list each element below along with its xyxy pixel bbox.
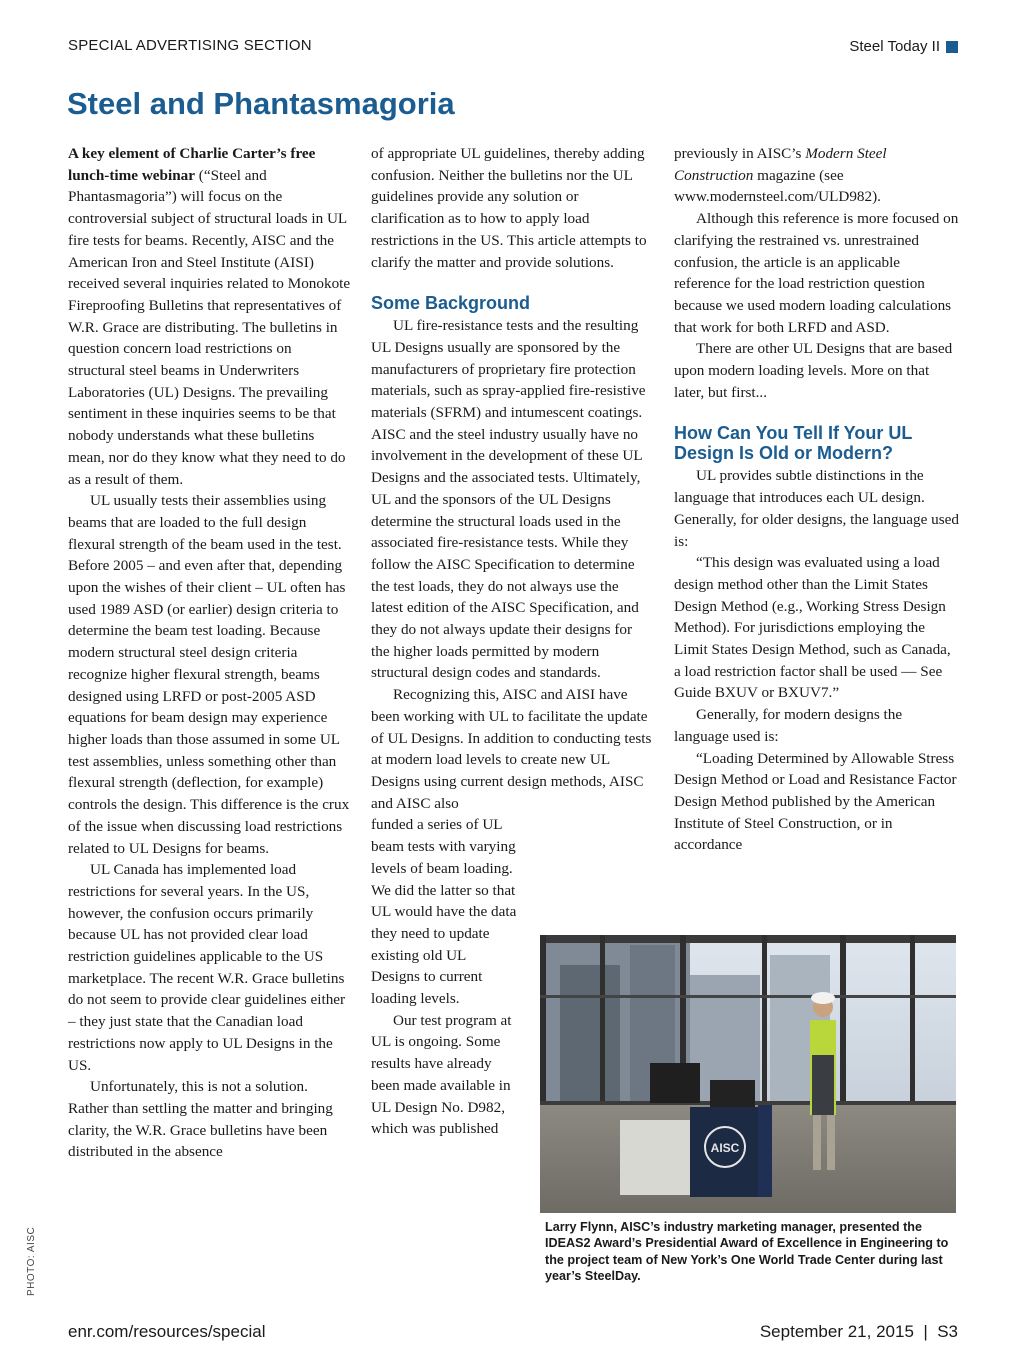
paragraph: There are other UL Designs that are based upon modern loading levels. More on that later, but first...: [674, 340, 953, 401]
paragraph: Recognizing this, AISC and AISI have been working with UL to facilitate the update of UL Designs. In addition to conducting tests at modern load levels to create new UL Designs using current design methods, AISC and AISC also: [371, 686, 652, 812]
photo-caption: Larry Flynn, AISC’s industry marketing manager, presented the IDEAS2 Award’s Presidential Award of Excellence in Engineering to the project team of New York’s One World Trade Center during last year’s SteelDay.: [545, 1220, 949, 1283]
publication-name: [849, 38, 958, 55]
section-label: SPECIAL ADVERTISING SECTION: [68, 37, 312, 54]
paragraph: funded a series of UL beam tests with varying levels of beam loading. We did the latter so that UL would have the data they need to update existing old UL Designs to current loading levels.: [371, 816, 517, 1008]
narrow-text: [371, 814, 517, 1140]
photo-credit: PHOTO: AISC: [26, 1226, 37, 1296]
text-span: magazine (see www.modernsteel.com/ULD982).: [674, 166, 881, 206]
footer-url: enr.com/resources/special: [68, 1322, 266, 1341]
lead-bold: A key element of Charlie Carter’s free lunch-time webinar: [68, 145, 316, 184]
paragraph: “Loading Determined by Allowable Stress Design Method or Load and Resistance Factor Design Method published by the American Institute of Steel Construction, or in accordance: [674, 749, 957, 854]
section-heading: How Can You Tell If Your UL Design Is Old or Modern?: [674, 423, 913, 464]
banner-logo-text: AISC: [710, 1141, 740, 1155]
text-span: previously in AISC’s: [674, 145, 806, 162]
blue-square-icon: [946, 41, 958, 53]
paragraph: Our test program at UL is ongoing. Some results have already been made available in UL Design No. D982, which was published: [371, 1011, 512, 1138]
paragraph: [674, 143, 959, 208]
column-1: [68, 143, 352, 1163]
section-heading: Some Background: [371, 293, 531, 314]
event-photo: [540, 935, 956, 1213]
paragraph: UL fire-resistance tests and the resulting UL Designs usually are sponsored by the manufacturers of proprietary fire protection materials, such as spray-applied fire-resistive materials (SFRM) and intumescent coatings. AISC and the steel industry usually have no involvement in the development of these UL Designs and the associated tests. Ultimately, UL and the sponsors of the UL Designs determine the structural loads used in the associated fire-resistance tests. While they follow the AISC Specification to determine the test loads, they do not always use the latest edition of the AISC Specification, and they do not always update their designs for the higher loads permitted by modern structural design codes and standards.: [371, 317, 646, 682]
magazine-title: Modern Steel Construction: [674, 145, 887, 184]
lead-paragraph: [68, 143, 352, 490]
paragraph: UL usually tests their assemblies using beams that are loaded to the full design flexural strength of the beam used in the test. Before 2005 – and even after that, depending upon the wishes of their client – UL often has used 1989 ASD (or earlier) design criteria to determine the beam test loading. Because modern structural steel design criteria recognize higher flexural strength, beams designed using LRFD or post-2005 ASD equations for beam design may experience higher loads than those assumed in some UL test assemblies, unless something other than flexural strength (deflection, for example) controls the design. This difference is the crux of the issue when discussing load restrictions related to UL Designs for beams.: [68, 492, 350, 857]
paragraph: of appropriate UL guidelines, thereby adding confusion. Neither the bulletins nor the UL guidelines provide any solution or clarification as to how to apply load restrictions in the US. This article attempts to clarify the matter and provide solutions.: [371, 145, 647, 271]
article-title: Steel and Phantasmagoria: [67, 86, 455, 121]
paragraph: Generally, for modern designs the language used is:: [674, 706, 903, 745]
paragraph: UL provides subtle distinctions in the language that introduces each UL design. Generally, for older designs, the language used is:: [674, 467, 959, 550]
photo-illustration: [540, 935, 956, 1213]
column-3: [674, 143, 959, 856]
paragraph: UL Canada has implemented load restrictions for several years. In the US, however, the confusion occurs primarily because UL has not provided clear load restriction guidelines applicable to the US marketplace. The recent W.R. Grace bulletins do not seem to provide clear guidelines either – they just state that the Canadian load restrictions now apply to UL Designs in the US.: [68, 861, 346, 1074]
publication-label: Steel Today II: [849, 38, 940, 55]
lead-rest: (“Steel and Phantasmagoria”) will focus on the controversial subject of structural loads in UL fire tests for beams. Recently, AISC and the American Iron and Steel Institute (AISI) received several inquiries related to Monokote Fireproofing Bulletins that representatives of W.R. Grace are distributing. The bulletins in question concern load restrictions on structural steel beams in Underwriters Laboratories (UL) Designs. The prevailing sentiment in these inquiries seems to be that nobody understands what these bulletins mean, nor do they know what they need to do as a result of them.: [68, 166, 351, 488]
paragraph: “This design was evaluated using a load design method other than the Limit States Design Method (e.g., Working Stress Design Method). For jurisdictions employing the Limit States Design Method, such as Canada, a load restriction factor shall be used — See Guide BXUV or BXUV7.”: [674, 554, 951, 702]
footer-date-page: September 21, 2015 | S3: [759, 1322, 958, 1341]
paragraph: Unfortunately, this is not a solution. Rather than settling the matter and bringing clarity, the W.R. Grace bulletins have been distributed in the absence: [68, 1078, 333, 1161]
paragraph: Although this reference is more focused on clarifying the restrained vs. unrestrained confusion, the article is an applicable reference for the load restriction question because we used modern loading calculations that work for both LRFD and ASD.: [674, 210, 959, 336]
